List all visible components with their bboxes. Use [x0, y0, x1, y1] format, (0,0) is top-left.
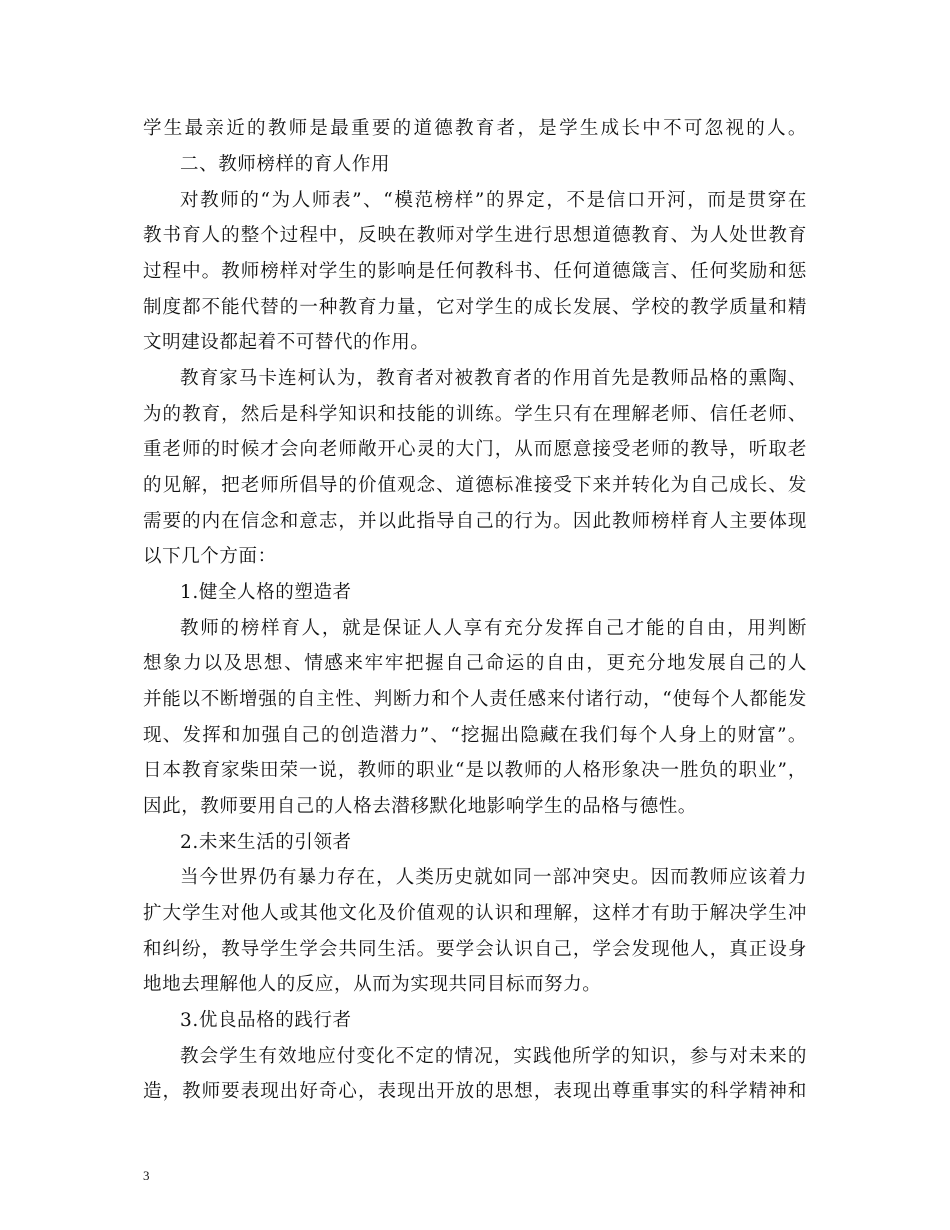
text-line: 和纠纷，教导学生学会共同生活。要学会认识自己，学会发现他人，真正设身 [143, 939, 807, 960]
text-line: 为的教育，然后是科学知识和技能的训练。学生只有在理解老师、信任老师、 [143, 404, 807, 425]
page-number: 3 [143, 1168, 150, 1183]
text-line: 教育家马卡连柯认为，教育者对被教育者的作用首先是教师品格的熏陶、 [180, 368, 807, 389]
text-line: 过程中。教师榜样对学生的影响是任何教科书、任何道德箴言、任何奖励和惩 [143, 261, 807, 282]
text-line: 以下几个方面： [143, 546, 277, 567]
text-line: 教会学生有效地应付变化不定的情况，实践他所学的知识，参与对未来的 [180, 1046, 807, 1067]
text-line: 扩大学生对他人或其他文化及价值观的认识和理解，这样才有助于解决学生冲 [143, 903, 807, 924]
text-line: 的见解，把老师所倡导的价值观念、道德标准接受下来并转化为自己成长、发 [143, 475, 807, 496]
text-line: 教师的榜样育人，就是保证人人享有充分发挥自己才能的自由，用判断 [180, 618, 807, 639]
text-line: 因此，教师要用自己的人格去潜移默化地影响学生的品格与德性。 [143, 796, 697, 817]
text-line: 并能以不断增强的自主性、判断力和个人责任感来付诸行动，“使每个人都能发 [143, 689, 807, 710]
text-line: 想象力以及思想、情感来牢牢把握自己命运的自由，更充分地发展自己的人 [143, 653, 807, 674]
text-line: 日本教育家柴田荣一说，教师的职业“是以教师的人格形象决一胜负的职业”， [143, 760, 807, 781]
text-line: 现、发挥和加强自己的创造潜力”、“挖掘出隐藏在我们每个人身上的财富”。 [143, 725, 807, 746]
text-line: 文明建设都起着不可替代的作用。 [143, 332, 430, 353]
text-line: 地地去理解他人的反应，从而为实现共同目标而努力。 [143, 974, 602, 995]
subsection-heading: 2.未来生活的引领者 [180, 832, 352, 853]
text-line: 当今世界仍有暴力存在，人类历史就如同一部冲突史。因而教师应该着力 [180, 867, 807, 888]
text-line: 学生最亲近的教师是最重要的道德教育者，是学生成长中不可忽视的人。 [143, 118, 807, 139]
text-line: 教书育人的整个过程中，反映在教师对学生进行思想道德教育、为人处世教育 [143, 225, 807, 246]
text-line: 制度都不能代替的一种教育力量，它对学生的成长发展、学校的教学质量和精 [143, 297, 807, 318]
text-line: 造，教师要表现出好奇心，表现出开放的思想，表现出尊重事实的科学精神和 [143, 1081, 807, 1102]
section-heading: 二、教师榜样的育人作用 [180, 154, 391, 175]
text-line: 需要的内在信念和意志，并以此指导自己的行为。因此教师榜样育人主要体现 [143, 511, 807, 532]
subsection-heading: 1.健全人格的塑造者 [180, 582, 352, 603]
subsection-heading: 3.优良品格的践行者 [180, 1010, 352, 1031]
text-line: 对教师的“为人师表”、“模范榜样”的界定，不是信口开河，而是贯穿在 [180, 190, 807, 211]
text-line: 重老师的时候才会向老师敞开心灵的大门，从而愿意接受老师的教导，听取老 [143, 439, 807, 460]
